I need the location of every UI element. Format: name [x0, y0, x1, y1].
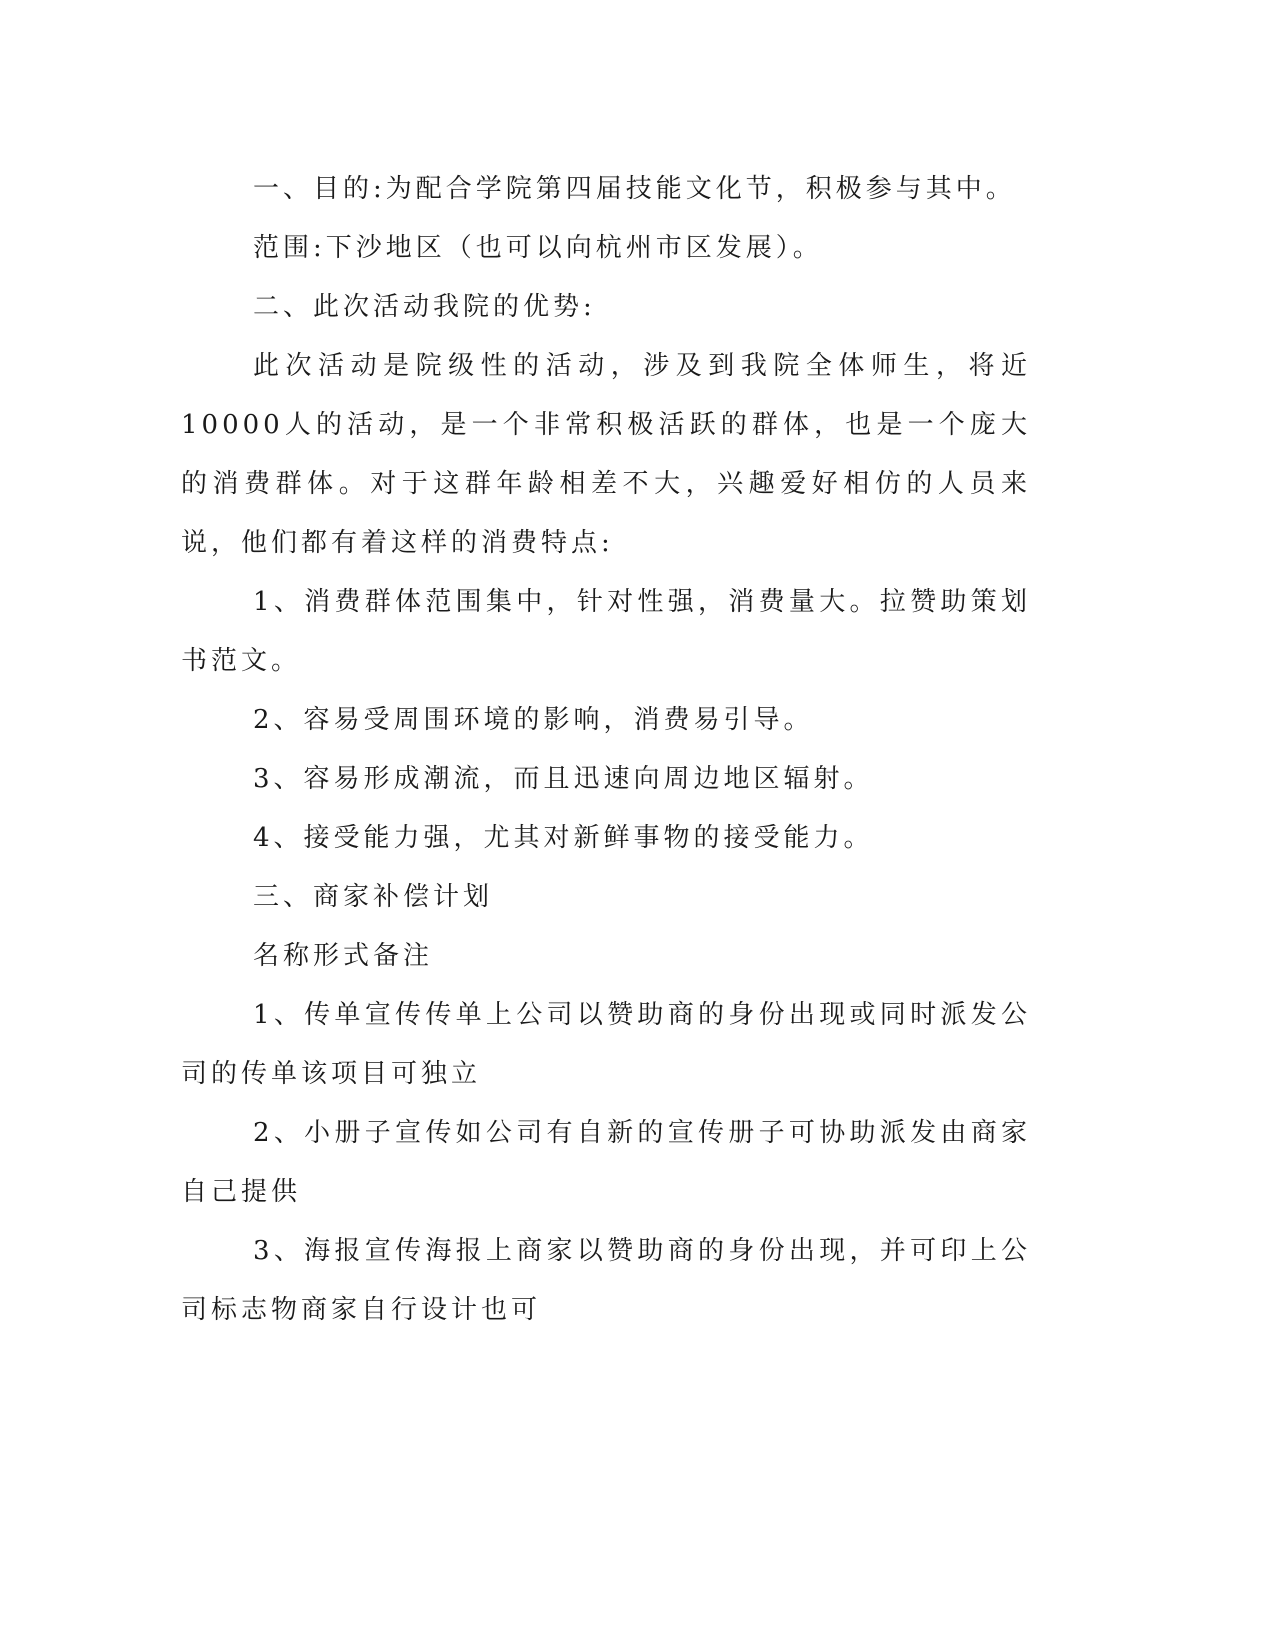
list-item: 2、容易受周围环境的影响，消费易引导。	[253, 705, 814, 735]
paragraph-scope: 范围:下沙地区（也可以向杭州市区发展）。	[253, 233, 823, 263]
heading-advantages: 二、此次活动我院的优势:	[253, 292, 596, 322]
list-item: 1、传单宣传传单上公司以赞助商的身份出现或同时派发公司的传单该项目可独立	[181, 1000, 1031, 1089]
table-header-line: 名称形式备注	[253, 941, 434, 971]
list-item: 1、消费群体范围集中，针对性强，消费量大。拉赞助策划书范文。	[181, 587, 1031, 676]
list-item: 3、容易形成潮流，而且迅速向周边地区辐射。	[253, 764, 874, 794]
heading-compensation-plan: 三、商家补偿计划	[253, 882, 494, 912]
paragraph-advantages: 此次活动是院级性的活动，涉及到我院全体师生，将近10000人的活动，是一个非常积极活跃的群体，也是一个庞大的消费群体。对于这群年龄相差不大，兴趣爱好相仿的人员来说，他们都有着这样的消费特点:	[181, 351, 1031, 558]
list-item: 2、小册子宣传如公司有自新的宣传册子可协助派发由商家自己提供	[181, 1118, 1031, 1207]
document-body	[181, 160, 1031, 1340]
paragraph-purpose: 一、目的:为配合学院第四届技能文化节，积极参与其中。	[253, 174, 1016, 204]
list-item: 3、海报宣传海报上商家以赞助商的身份出现，并可印上公司标志物商家自行设计也可	[181, 1236, 1031, 1325]
list-item: 4、接受能力强，尤其对新鲜事物的接受能力。	[253, 823, 874, 853]
